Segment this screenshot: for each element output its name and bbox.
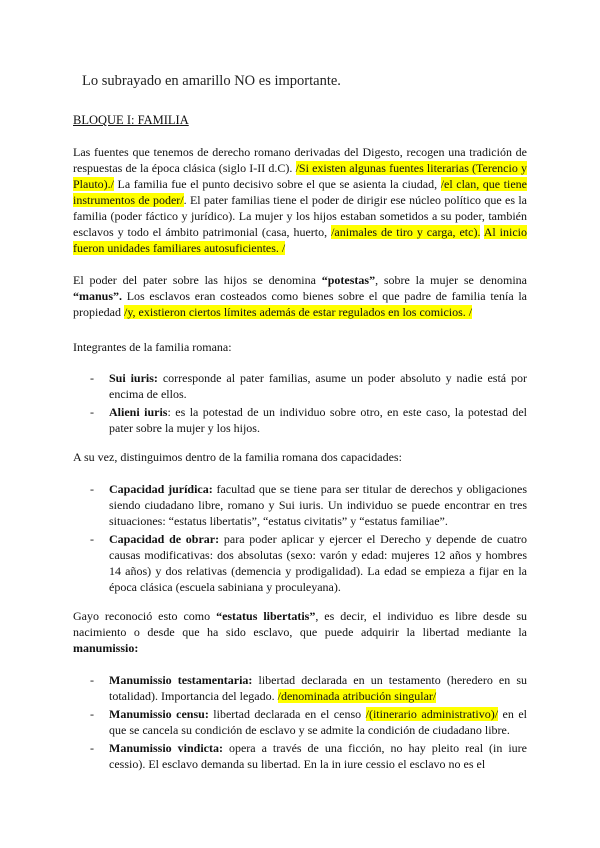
text-run: La familia fue el punto decisivo sobre el que se asienta la ciudad,: [114, 177, 441, 191]
highlighted-text: /(itinerario administrativo)/: [365, 707, 499, 721]
text-run: , es decir, el individuo es libre desde su nacimiento o desde que ha sido esclavo, que puede adquirir la libertad mediante la: [73, 609, 527, 639]
text-run: facultad que se tiene para ser titular de derechos y obligaciones siendo ciudadano libre, romano y Sui iuris. Un individuo se puede encontrar en tres situaciones: “estatus libertatis”, “estatus civitatis” y “estatus familiae”.: [109, 482, 527, 528]
bold-term: Manumissio testamentaria:: [109, 673, 253, 687]
bold-term: Manumissio censu:: [109, 707, 209, 721]
bold-term: Manumissio vindicta:: [109, 741, 223, 755]
text-run: opera a través de una ficción, no hay pleito real (in iure cessio). El esclavo demanda su libertad. En la in iure cessio el esclavo no es el: [109, 741, 528, 771]
bold-term: “manus”.: [73, 289, 123, 303]
highlighted-text: /denominada atribución singular/: [277, 689, 437, 703]
section-heading: BLOQUE I: FAMILIA: [73, 113, 189, 127]
text-run: libertad declarada en el censo: [208, 707, 366, 721]
highlighted-text: /y, existieron ciertos límites además de estar regulados en los comicios. /: [123, 305, 473, 319]
text-run: Las fuentes que tenemos de derecho romano derivadas del Digesto, recogen una tradición de respuestas de la época clásica (siglo I-II d.C).: [73, 145, 527, 175]
text-run: en el que se cancela su condición de esclavo y se admite la condición de ciudadano libre.: [109, 707, 528, 737]
dash-bullet: -: [90, 371, 94, 385]
list-item: [73, 531, 527, 595]
dash-bullet: -: [90, 482, 94, 496]
paragraph-potestas: [73, 272, 527, 320]
paragraph-capacidades: A su vez, distinguimos dentro de la familia romana dos capacidades:: [73, 450, 402, 464]
bold-term: Capacidad de obrar:: [109, 532, 220, 546]
list-item: [73, 370, 527, 402]
list-capacidades: [73, 481, 527, 597]
list-item: [73, 481, 527, 529]
list-item: [73, 672, 527, 704]
list-integrantes: [73, 370, 527, 438]
text-run: libertad declarada en un testamento (heredero en su totalidad). Importancia del legado.: [109, 673, 527, 703]
paragraph-sources: [73, 144, 527, 256]
text-run: para poder aplicar y ejercer el Derecho y depende de cuatro causas modificativas: dos absolutas (sexo: varón y edad: mujeres 12 años y hombres 14 años) y dos relativas (demencia y prodigalidad). La edad se empieza a fijar en la época clásica (escuela sabiniana y proculeyana).: [109, 532, 527, 594]
bold-term: Capacidad jurídica:: [109, 482, 213, 496]
text-run: Gayo reconoció esto como: [73, 609, 217, 623]
list-manumissio: [73, 672, 527, 774]
bold-term: “estatus libertatis”: [216, 609, 316, 623]
instruction-note: Lo subrayado en amarillo NO es importante.: [82, 73, 341, 89]
dash-bullet: -: [90, 741, 94, 755]
bold-term: manumissio:: [73, 641, 139, 655]
paragraph-gayo: [73, 608, 527, 656]
list-item: [73, 740, 527, 772]
dash-bullet: -: [90, 532, 94, 546]
highlighted-text: /el clan, que tiene instrumentos de poder/: [73, 177, 527, 207]
text-run: : es la potestad de un individuo sobre otro, en este caso, la potestad del pater sobre la mujer y los hijos.: [109, 405, 528, 435]
text-run: El poder del pater sobre las hijos se denomina: [73, 273, 322, 287]
bold-term: Alieni iuris: [109, 405, 168, 419]
text-run: . El pater familias tiene el poder de dirigir ese núcleo político que es la familia (poder fáctico y jurídico). La mujer y los hijos estaban sometidos a su poder, también esclavos y todo el ámbito patrimonial (casa, huerto,: [73, 193, 527, 239]
dash-bullet: -: [90, 405, 94, 419]
highlighted-text: /animales de tiro y carga, etc).: [331, 225, 481, 239]
text-run: Los esclavos eran costeados como bienes sobre el que padre de familia tenía la propiedad: [73, 289, 527, 319]
list-item: [73, 404, 527, 436]
highlighted-text: Al inicio fueron unidades familiares autosuficientes. /: [73, 225, 528, 255]
bold-term: Sui iuris:: [109, 371, 158, 385]
text-run: , sobre la mujer se denomina: [375, 273, 527, 287]
text-run: corresponde al pater familias, asume un poder absoluto y nadie está por encima de ellos.: [109, 371, 528, 401]
bold-term: “potestas”: [321, 273, 376, 287]
highlighted-text: /Si existen algunas fuentes literarias (Terencio y Plauto)./: [73, 161, 528, 191]
dash-bullet: -: [90, 707, 94, 721]
list-item: [73, 706, 527, 738]
paragraph-integrantes: Integrantes de la familia romana:: [73, 340, 232, 354]
dash-bullet: -: [90, 673, 94, 687]
